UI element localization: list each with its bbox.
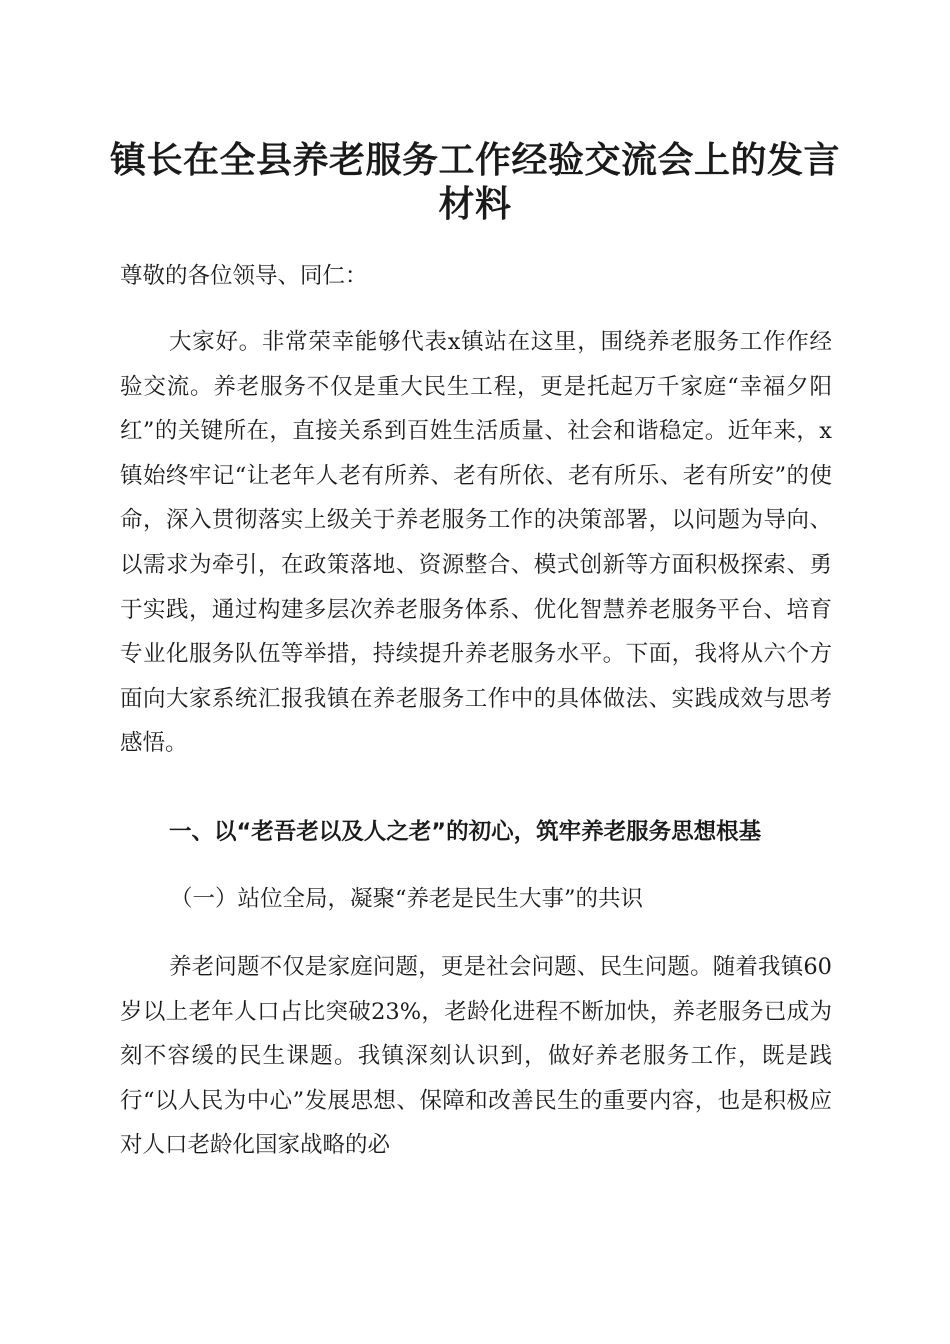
subsection-heading-1: （一）站位全局，凝聚“养老是民生大事”的共识 [170, 886, 644, 912]
body-paragraph-2: 养老问题不仅是家庭问题，更是社会问题、民生问题。随着我镇60岁以上老年人口占比突破23%，老龄化进程不断加快，养老服务已成为刻不容缓的民生课题。我镇深刻认识到，做好养老服务工作，既是践行“以人民为中心”发展思想、保障和改善民生的重要内容，也是积极应对人口老龄化国家战略的必 [120, 954, 832, 1159]
document-title-line-1: 镇长在全县养老服务工作经验交流会上的发言 [109, 139, 840, 181]
document-title-line-2: 材料 [438, 183, 512, 225]
salutation: 尊敬的各位领导、同仁： [120, 263, 368, 289]
section-heading-1: 一、以“老吾老以及人之老”的初心，筑牢养老服务思想根基 [169, 819, 762, 845]
intro-paragraph: 大家好。非常荣幸能够代表x镇站在这里，围绕养老服务工作作经验交流。养老服务不仅是重大民生工程，更是托起万千家庭“幸福夕阳红”的关键所在，直接关系到百姓生活质量、社会和谐稳定。近年来，x镇始终牢记“让老年人老有所养、老有所依、老有所乐、老有所安”的使命，深入贯彻落实上级关于养老服务工作的决策部署，以问题为导向、以需求为牵引，在政策落地、资源整合、模式创新等方面积极探索、勇于实践，通过构建多层次养老服务体系、优化智慧养老服务平台、培育专业化服务队伍等举措，持续提升养老服务水平。下面，我将从六个方面向大家系统汇报我镇在养老服务工作中的具体做法、实践成效与思考感悟。 [120, 329, 832, 757]
